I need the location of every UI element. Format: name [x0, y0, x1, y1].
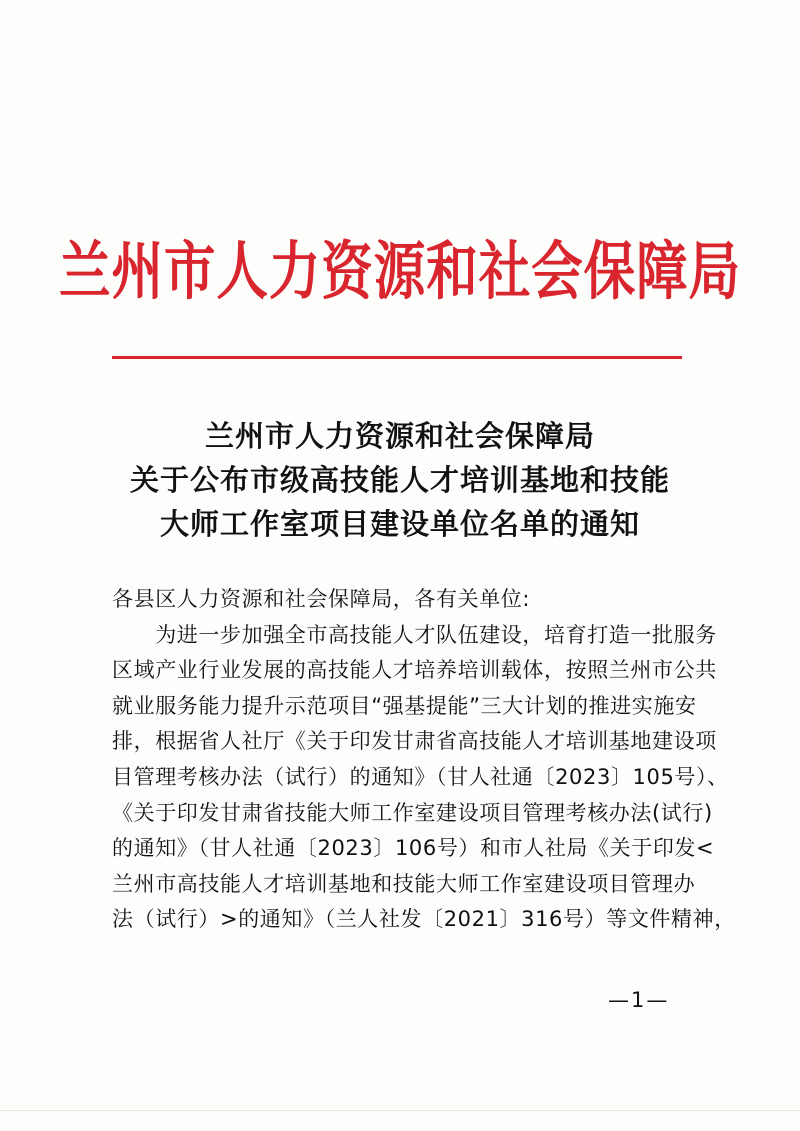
page-number: —1— — [608, 988, 670, 1012]
org-header: 兰州市人力资源和社会保障局 — [59, 235, 741, 309]
body-line: 法（试行）>的通知》（兰人社发〔2021〕316号）等文件精神， — [112, 907, 736, 932]
title-line-2: 关于公布市级高技能人才培训基地和技能 — [129, 463, 670, 497]
title-line-1: 兰州市人力资源和社会保障局 — [204, 419, 595, 453]
salutation: 各县区人力资源和社会保障局，各有关单位: — [112, 587, 531, 611]
page-bottom-edge — [0, 1110, 800, 1111]
body-line: 就业服务能力提升示范项目“强基提能”三大计划的推进实施安 — [112, 693, 697, 718]
body-line: 的通知》（甘人社通〔2023〕106号）和市人社局《关于印发< — [112, 836, 715, 861]
body-line: 目管理考核办法（试行）的通知》（甘人社通〔2023〕105号）、 — [112, 764, 729, 789]
body-line: 区域产业行业发展的高技能人才培养培训载体，按照兰州市公共 — [112, 658, 717, 683]
document-body — [112, 582, 736, 938]
body-line: 兰州市高技能人才培训基地和技能大师工作室建设项目管理办 — [112, 871, 696, 896]
body-line: 排，根据省人社厅《关于印发甘肃省高技能人才培训基地建设项 — [112, 729, 717, 754]
body-line: 为进一步加强全市高技能人才队伍建设，培育打造一批服务 — [112, 622, 717, 647]
red-divider-rule — [112, 356, 682, 359]
document-title — [0, 414, 800, 546]
title-line-3: 大师工作室项目建设单位名单的通知 — [159, 507, 640, 541]
body-line: 《关于印发甘肃省技能大师工作室建设项目管理考核办法(试行) — [112, 800, 713, 825]
